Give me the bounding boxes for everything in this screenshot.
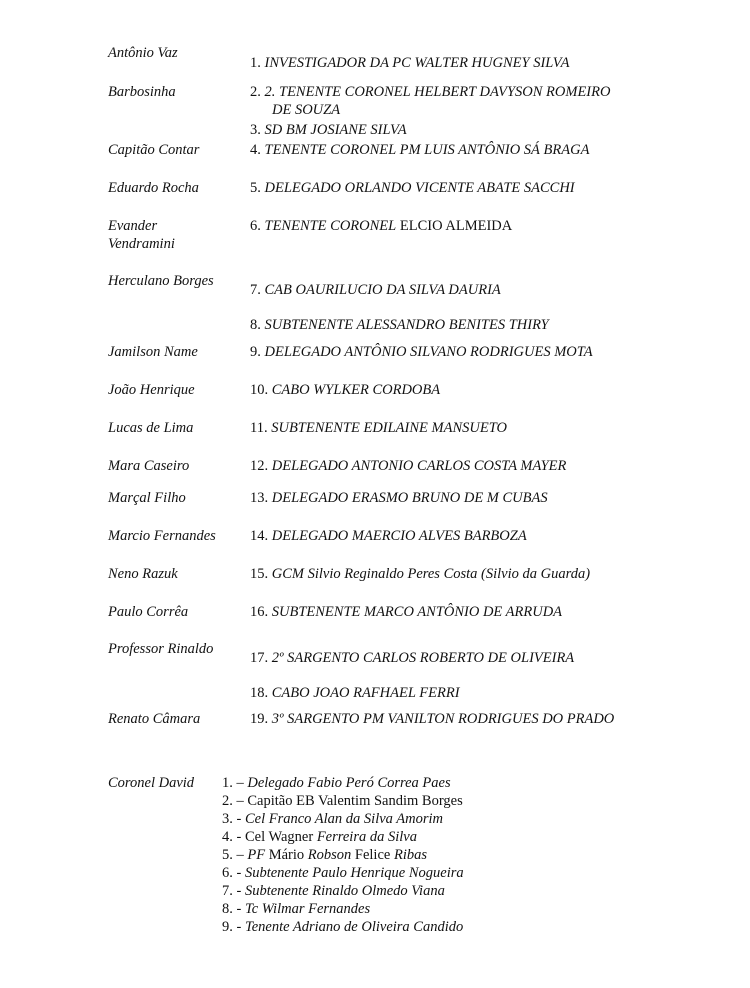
entry-16: 16. SUBTENENTE MARCO ANTÔNIO DE ARRUDA [250, 604, 563, 620]
name-herculano-borges: Herculano Borges [108, 273, 214, 289]
entry-15: 15. GCM Silvio Reginaldo Peres Costa (Silvio da Guarda) [250, 566, 591, 582]
entry-14: 14. DELEGADO MAERCIO ALVES BARBOZA [250, 528, 527, 544]
entry-5: 5. DELEGADO ORLANDO VICENTE ABATE SACCHI [250, 180, 575, 196]
entry-7: 7. CAB OAURILUCIO DA SILVA DAURIA [250, 282, 501, 298]
entry-6: 6. TENENTE CORONEL ELCIO ALMEIDA [250, 218, 513, 234]
david-entry-1: 1. – Delegado Fabio Peró Correa Paes [222, 775, 451, 791]
name-jamilson-name: Jamilson Name [108, 344, 198, 360]
name-joao-henrique: João Henrique [108, 382, 195, 398]
entry-4: 4. TENENTE CORONEL PM LUIS ANTÔNIO SÁ BRAGA [250, 142, 590, 158]
entry-17: 17. 2º SARGENTO CARLOS ROBERTO DE OLIVEIRA [250, 650, 575, 666]
entry-10: 10. CABO WYLKER CORDOBA [250, 382, 441, 398]
david-entry-8: 8. - Tc Wilmar Fernandes [222, 901, 371, 917]
entry-3: 3. SD BM JOSIANE SILVA [250, 122, 407, 138]
name-neno-razuk: Neno Razuk [108, 566, 178, 582]
entry-18: 18. CABO JOAO RAFHAEL FERRI [250, 685, 460, 701]
david-entry-3: 3. - Cel Franco Alan da Silva Amorim [222, 811, 443, 827]
entry-12: 12. DELEGADO ANTONIO CARLOS COSTA MAYER [250, 458, 567, 474]
david-entry-4: 4. - Cel Wagner Ferreira da Silva [222, 829, 417, 845]
name-barbosinha: Barbosinha [108, 84, 176, 100]
name-paulo-correa: Paulo Corrêa [108, 604, 189, 620]
entry-2-cont: DE SOUZA [272, 102, 341, 118]
name-evander: Evander [108, 218, 158, 234]
name-marcal-filho: Marçal Filho [108, 490, 186, 506]
name-vendramini: Vendramini [108, 236, 175, 252]
entry-11: 11. SUBTENENTE EDILAINE MANSUETO [250, 420, 507, 436]
entry-8: 8. SUBTENENTE ALESSANDRO BENITES THIRY [250, 317, 549, 333]
name-capitao-contar: Capitão Contar [108, 142, 200, 158]
david-entry-5: 5. – PF Mário Robson Felice Ribas [222, 847, 427, 863]
name-marcio-fernandes: Marcio Fernandes [108, 528, 216, 544]
entry-9: 9. DELEGADO ANTÔNIO SILVANO RODRIGUES MOTA [250, 344, 593, 360]
entry-1: 1. INVESTIGADOR DA PC WALTER HUGNEY SILVA [250, 55, 570, 71]
david-entry-2: 2. – Capitão EB Valentim Sandim Borges [222, 793, 463, 809]
david-entry-6: 6. - Subtenente Paulo Henrique Nogueira [222, 865, 464, 881]
name-eduardo-rocha: Eduardo Rocha [108, 180, 199, 196]
entry-19: 19. 3º SARGENTO PM VANILTON RODRIGUES DO PRADO [250, 711, 615, 727]
name-coronel-david: Coronel David [108, 775, 195, 791]
name-professor-rinaldo: Professor Rinaldo [108, 641, 214, 657]
entry-2: 2. 2. TENENTE CORONEL HELBERT DAVYSON ROMEIRO [250, 84, 611, 100]
name-renato-camara: Renato Câmara [108, 711, 201, 727]
name-mara-caseiro: Mara Caseiro [108, 458, 190, 474]
name-antonio-vaz: Antônio Vaz [108, 45, 178, 61]
entry-13: 13. DELEGADO ERASMO BRUNO DE M CUBAS [250, 490, 548, 506]
david-entry-7: 7. - Subtenente Rinaldo Olmedo Viana [222, 883, 445, 899]
david-entry-9: 9. - Tenente Adriano de Oliveira Candido [222, 919, 464, 935]
name-lucas-de-lima: Lucas de Lima [108, 420, 194, 436]
